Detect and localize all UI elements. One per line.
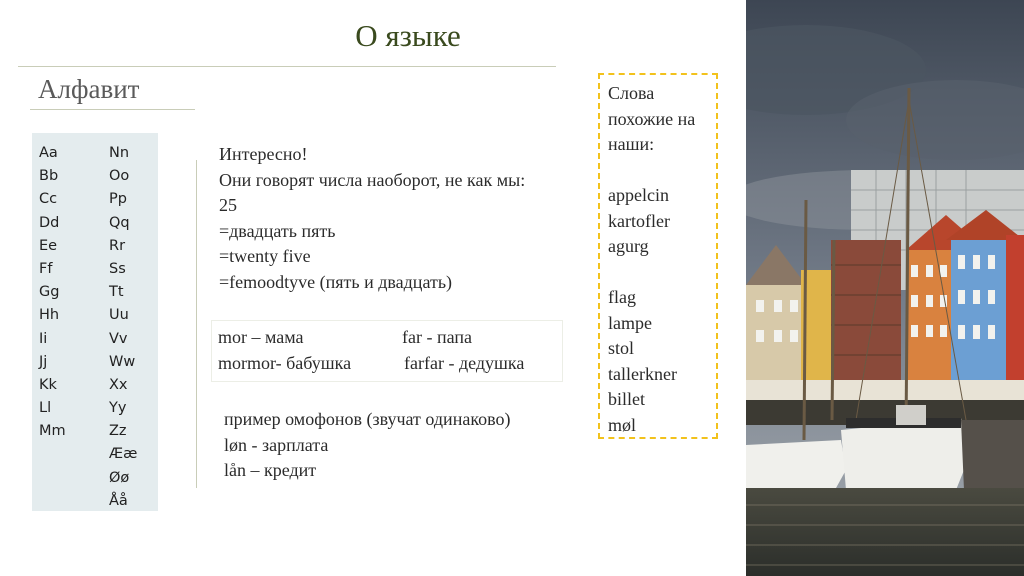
- similar-word: наши:: [608, 134, 655, 154]
- similar-word: billet: [608, 389, 645, 409]
- letter: Ff: [39, 260, 53, 277]
- note-line: =двадцать пять: [219, 220, 336, 241]
- homophone-line: lån – кредит: [224, 460, 317, 480]
- similar-word: agurg: [608, 236, 649, 256]
- letter: Bb: [39, 168, 59, 185]
- similar-word: tallerkner: [608, 363, 677, 384]
- letter: Jj: [39, 353, 48, 370]
- homophone-line: løn - зарплата: [224, 434, 329, 455]
- similar-word: Слова: [608, 83, 655, 103]
- similar-word: похожие на: [608, 108, 696, 129]
- letter: Ss: [109, 260, 126, 277]
- letter: Rr: [109, 237, 126, 254]
- letter: Ii: [39, 330, 48, 347]
- letter: Gg: [39, 284, 60, 301]
- homophone-line: пример омофонов (звучат одинаково): [224, 409, 511, 429]
- harbor-photo: [746, 0, 1024, 576]
- similar-word: appelcin: [608, 185, 669, 205]
- alphabet-table: [32, 133, 158, 511]
- homophones-note: [224, 407, 511, 484]
- letter: Zz: [109, 423, 127, 440]
- vertical-divider: [196, 160, 197, 488]
- family-word: farfar - дедушка: [404, 353, 525, 373]
- letter: Cc: [39, 191, 58, 208]
- letter: Pp: [109, 191, 127, 208]
- letter: Aa: [39, 145, 58, 161]
- letter: Ww: [109, 353, 136, 370]
- harbor-photo-illustration: [746, 0, 1024, 576]
- title-divider: [18, 66, 556, 67]
- similar-word: kartofler: [608, 210, 670, 231]
- alphabet-column-left: [39, 142, 66, 443]
- family-words-table: [211, 320, 563, 382]
- similar-word: [608, 158, 695, 184]
- letter: Vv: [109, 330, 128, 347]
- letter: Ll: [39, 400, 52, 417]
- family-word: mor – мама: [218, 327, 304, 347]
- letter: Mm: [39, 423, 66, 440]
- note-line: Они говорят числа наоборот, не как мы:: [219, 169, 526, 190]
- letter: Xx: [109, 376, 128, 393]
- alphabet-column-right: [109, 142, 137, 513]
- family-row: [218, 327, 472, 348]
- numbers-note: [219, 142, 525, 295]
- note-line: Интересно!: [219, 144, 308, 164]
- letter: Nn: [109, 145, 130, 161]
- family-word: mormor- бабушка: [218, 353, 352, 373]
- note-line: =femoodtyve (пять и двадцать): [219, 271, 453, 292]
- family-word: far - папа: [402, 327, 472, 347]
- similar-word: stol: [608, 338, 635, 358]
- page-title: О языке: [355, 18, 461, 53]
- similar-word: flag: [608, 287, 636, 307]
- similar-word: [608, 260, 695, 286]
- letter: Dd: [39, 214, 60, 231]
- letter: Yy: [109, 400, 127, 417]
- similar-word: møl: [608, 414, 637, 435]
- similar-word: lampe: [608, 312, 652, 333]
- letter: Åå: [109, 492, 128, 509]
- letter: Oo: [109, 168, 130, 185]
- letter: Tt: [109, 284, 124, 301]
- note-line: 25: [219, 195, 237, 215]
- similar-words-list: [608, 81, 695, 438]
- note-line: =twenty five: [219, 246, 311, 266]
- letter: Øø: [109, 469, 130, 486]
- letter: Ææ: [109, 446, 138, 463]
- section-heading-alphabet: Алфавит: [38, 74, 140, 104]
- letter: Kk: [39, 376, 57, 393]
- family-row: [218, 353, 525, 374]
- heading-divider: [30, 109, 195, 110]
- letter: Ee: [39, 237, 58, 254]
- letter: Qq: [109, 214, 130, 231]
- letter: Uu: [109, 307, 129, 324]
- letter: Hh: [39, 307, 60, 324]
- similar-words-box: [598, 73, 718, 439]
